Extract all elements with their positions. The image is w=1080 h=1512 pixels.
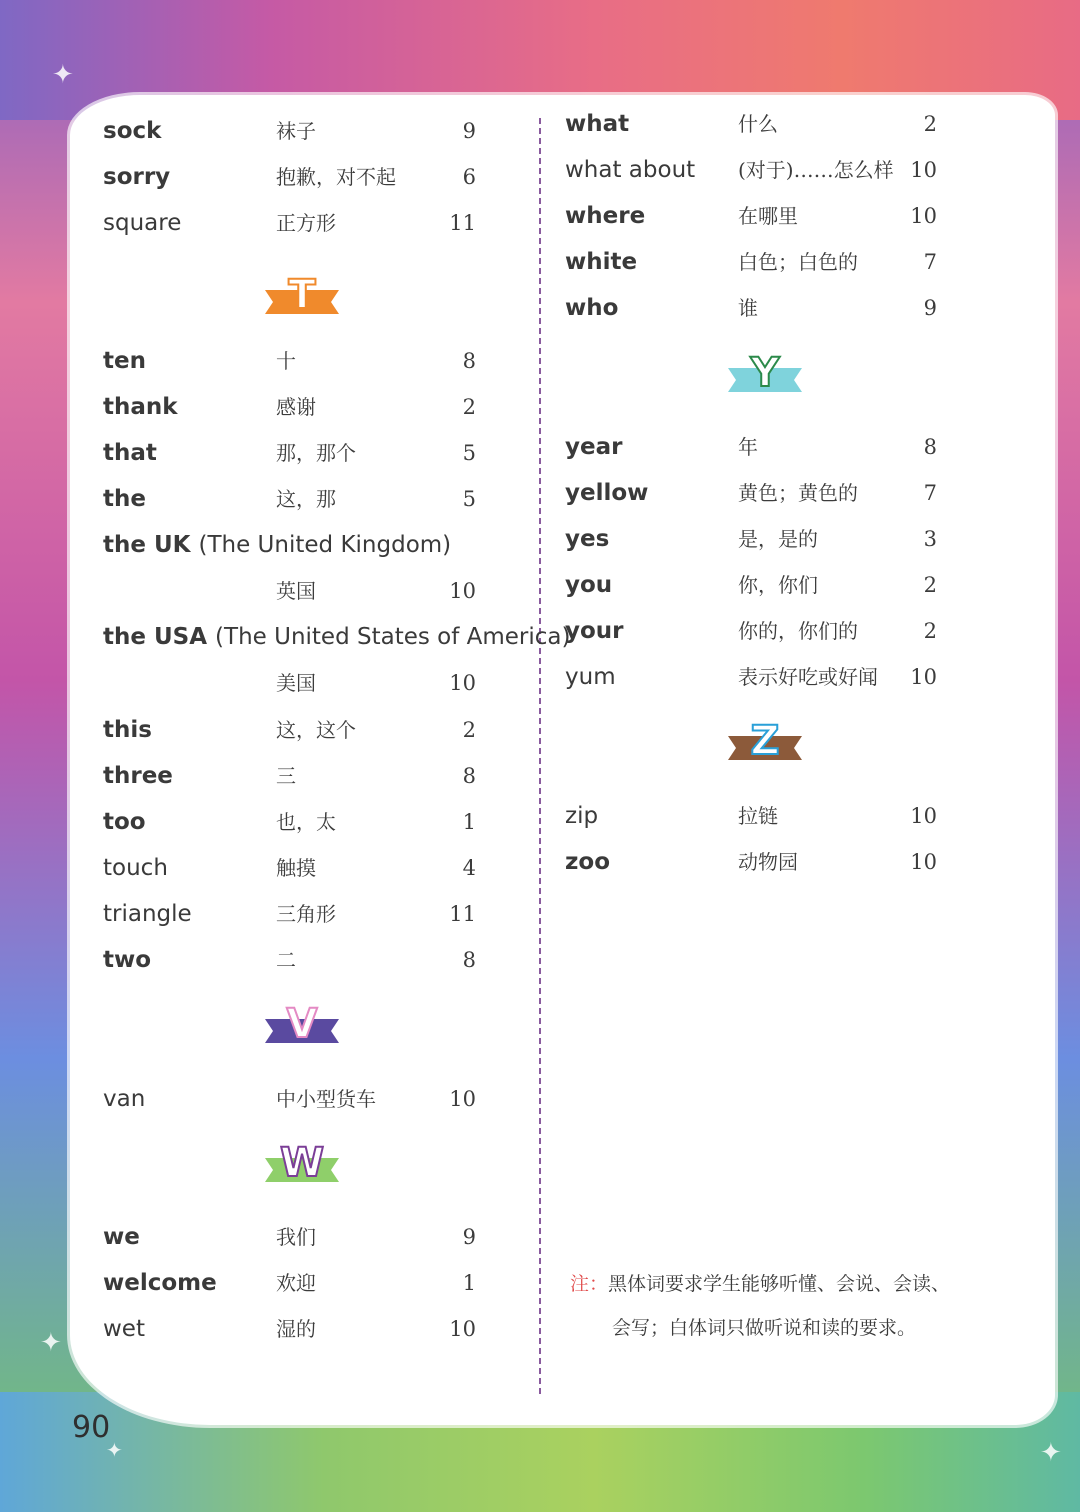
entry-unit: 9 <box>923 296 937 320</box>
entry-unit: 2 <box>462 718 476 742</box>
entry-word: van <box>103 1086 146 1112</box>
entry-word: the <box>103 486 146 512</box>
entry-unit: 4 <box>462 856 476 880</box>
entry-word-expansion: (The United Kingdom) <box>198 532 452 558</box>
entry-unit: 8 <box>923 435 937 459</box>
entry-word-main: the USA <box>103 624 208 650</box>
note-label: 注： <box>570 1273 609 1295</box>
entry-unit: 2 <box>462 395 476 419</box>
entry-word: sock <box>103 118 162 144</box>
entry-meaning: 袜子 <box>276 119 316 143</box>
entry-unit: 11 <box>449 211 476 235</box>
section-letter: T <box>288 272 316 318</box>
entry-meaning: 感谢 <box>276 395 316 419</box>
note-line-2: 会写；白体词只做听说和读的要求。 <box>612 1317 917 1339</box>
entry-meaning: 你的，你们的 <box>738 619 858 643</box>
letter-badge-z <box>728 718 802 772</box>
entry-unit: 11 <box>449 902 476 926</box>
entry-word: zoo <box>565 849 610 875</box>
entry-unit: 9 <box>462 119 476 143</box>
entry-unit: 6 <box>462 165 476 189</box>
letter-badge-w <box>265 1140 339 1194</box>
sparkle-icon: ✦ <box>1040 1438 1062 1468</box>
entry-word: touch <box>103 855 168 881</box>
entry-unit: 1 <box>462 810 476 834</box>
letter-badge-y <box>728 350 802 404</box>
entry-meaning: 美国 <box>276 671 316 695</box>
entry-meaning: 黄色；黄色的 <box>738 481 858 505</box>
entry-meaning: (对于)……怎么样 <box>738 158 894 182</box>
entry-word: who <box>565 295 619 321</box>
entry-unit: 8 <box>462 948 476 972</box>
entry-meaning: 十 <box>276 349 296 373</box>
entry-word: two <box>103 947 152 973</box>
entry-meaning: 在哪里 <box>738 204 798 228</box>
entry-word: you <box>565 572 613 598</box>
entry-meaning: 年 <box>738 435 758 459</box>
entry-unit: 10 <box>910 804 937 828</box>
entry-meaning: 你，你们 <box>738 573 818 597</box>
entry-meaning: 拉链 <box>738 804 778 828</box>
entry-meaning: 正方形 <box>276 211 336 235</box>
entry-unit: 8 <box>462 764 476 788</box>
entry-word <box>103 525 451 565</box>
column-divider <box>539 118 541 1394</box>
entry-meaning: 我们 <box>276 1225 316 1249</box>
entry-meaning: 谁 <box>738 296 758 320</box>
entry-word: this <box>103 717 152 743</box>
entry-meaning: 抱歉，对不起 <box>276 165 396 189</box>
entry-meaning: 表示好吃或好闻 <box>738 665 878 689</box>
entry-meaning: 三角形 <box>276 902 336 926</box>
entry-word: triangle <box>103 901 192 927</box>
sparkle-icon: ✦ <box>40 1328 62 1358</box>
entry-meaning: 触摸 <box>276 856 316 880</box>
entry-word: your <box>565 618 624 644</box>
entry-meaning: 欢迎 <box>276 1271 316 1295</box>
entry-meaning: 也，太 <box>276 810 336 834</box>
entry-unit: 10 <box>910 850 937 874</box>
entry-unit: 1 <box>462 1271 476 1295</box>
entry-meaning: 动物园 <box>738 850 798 874</box>
entry-word: yum <box>565 664 616 690</box>
section-letter: Y <box>750 350 780 396</box>
entry-unit: 10 <box>449 1317 476 1341</box>
entry-word-expansion: (The United States of America) <box>215 624 571 650</box>
page-number: 90 <box>72 1410 111 1445</box>
entry-unit: 2 <box>923 573 937 597</box>
entry-unit: 10 <box>449 579 476 603</box>
letter-badge-t <box>265 272 339 326</box>
section-letter: Z <box>750 718 780 764</box>
entry-meaning: 什么 <box>738 112 778 136</box>
entry-meaning: 三 <box>276 764 296 788</box>
entry-unit: 2 <box>923 112 937 136</box>
entry-word: what <box>565 111 630 137</box>
entry-meaning: 英国 <box>276 579 316 603</box>
entry-meaning: 白色；白色的 <box>738 250 858 274</box>
entry-word: yes <box>565 526 610 552</box>
entry-unit: 5 <box>462 487 476 511</box>
entry-meaning: 这，那 <box>276 487 336 511</box>
entry-word: thank <box>103 394 178 420</box>
entry-word: wet <box>103 1316 145 1342</box>
entry-word: year <box>565 434 623 460</box>
entry-unit: 10 <box>449 1087 476 1111</box>
entry-word: sorry <box>103 164 171 190</box>
section-letter: W <box>279 1140 325 1186</box>
entry-unit: 5 <box>462 441 476 465</box>
sparkle-icon: ✦ <box>52 60 74 90</box>
entry-word-main: the UK <box>103 532 191 558</box>
entry-word: what about <box>565 157 696 183</box>
footnote <box>570 1262 950 1350</box>
entry-unit: 8 <box>462 349 476 373</box>
entry-meaning: 中小型货车 <box>276 1087 376 1111</box>
entry-word: we <box>103 1224 140 1250</box>
entry-word: three <box>103 763 173 789</box>
entry-meaning: 二 <box>276 948 296 972</box>
entry-word: zip <box>565 803 599 829</box>
note-line-1: 黑体词要求学生能够听懂、会说、会读、 <box>608 1273 951 1295</box>
entry-word: ten <box>103 348 146 374</box>
entry-unit: 7 <box>923 481 937 505</box>
entry-word: white <box>565 249 638 275</box>
entry-word: yellow <box>565 480 649 506</box>
entry-unit: 7 <box>923 250 937 274</box>
entry-meaning: 湿的 <box>276 1317 316 1341</box>
entry-meaning: 那，那个 <box>276 441 356 465</box>
entry-unit: 10 <box>910 158 937 182</box>
entry-meaning: 这，这个 <box>276 718 356 742</box>
sparkle-icon: ✦ <box>106 1438 123 1462</box>
entry-unit: 10 <box>910 665 937 689</box>
entry-word: welcome <box>103 1270 217 1296</box>
entry-word: that <box>103 440 157 466</box>
section-letter: V <box>286 1001 318 1047</box>
entry-meaning: 是，是的 <box>738 527 818 551</box>
entry-unit: 10 <box>449 671 476 695</box>
entry-unit: 10 <box>910 204 937 228</box>
entry-word: where <box>565 203 646 229</box>
letter-badge-v <box>265 1001 339 1055</box>
entry-word: square <box>103 210 182 236</box>
entry-unit: 9 <box>462 1225 476 1249</box>
entry-word <box>103 617 571 657</box>
entry-unit: 2 <box>923 619 937 643</box>
entry-word: too <box>103 809 146 835</box>
entry-unit: 3 <box>923 527 937 551</box>
